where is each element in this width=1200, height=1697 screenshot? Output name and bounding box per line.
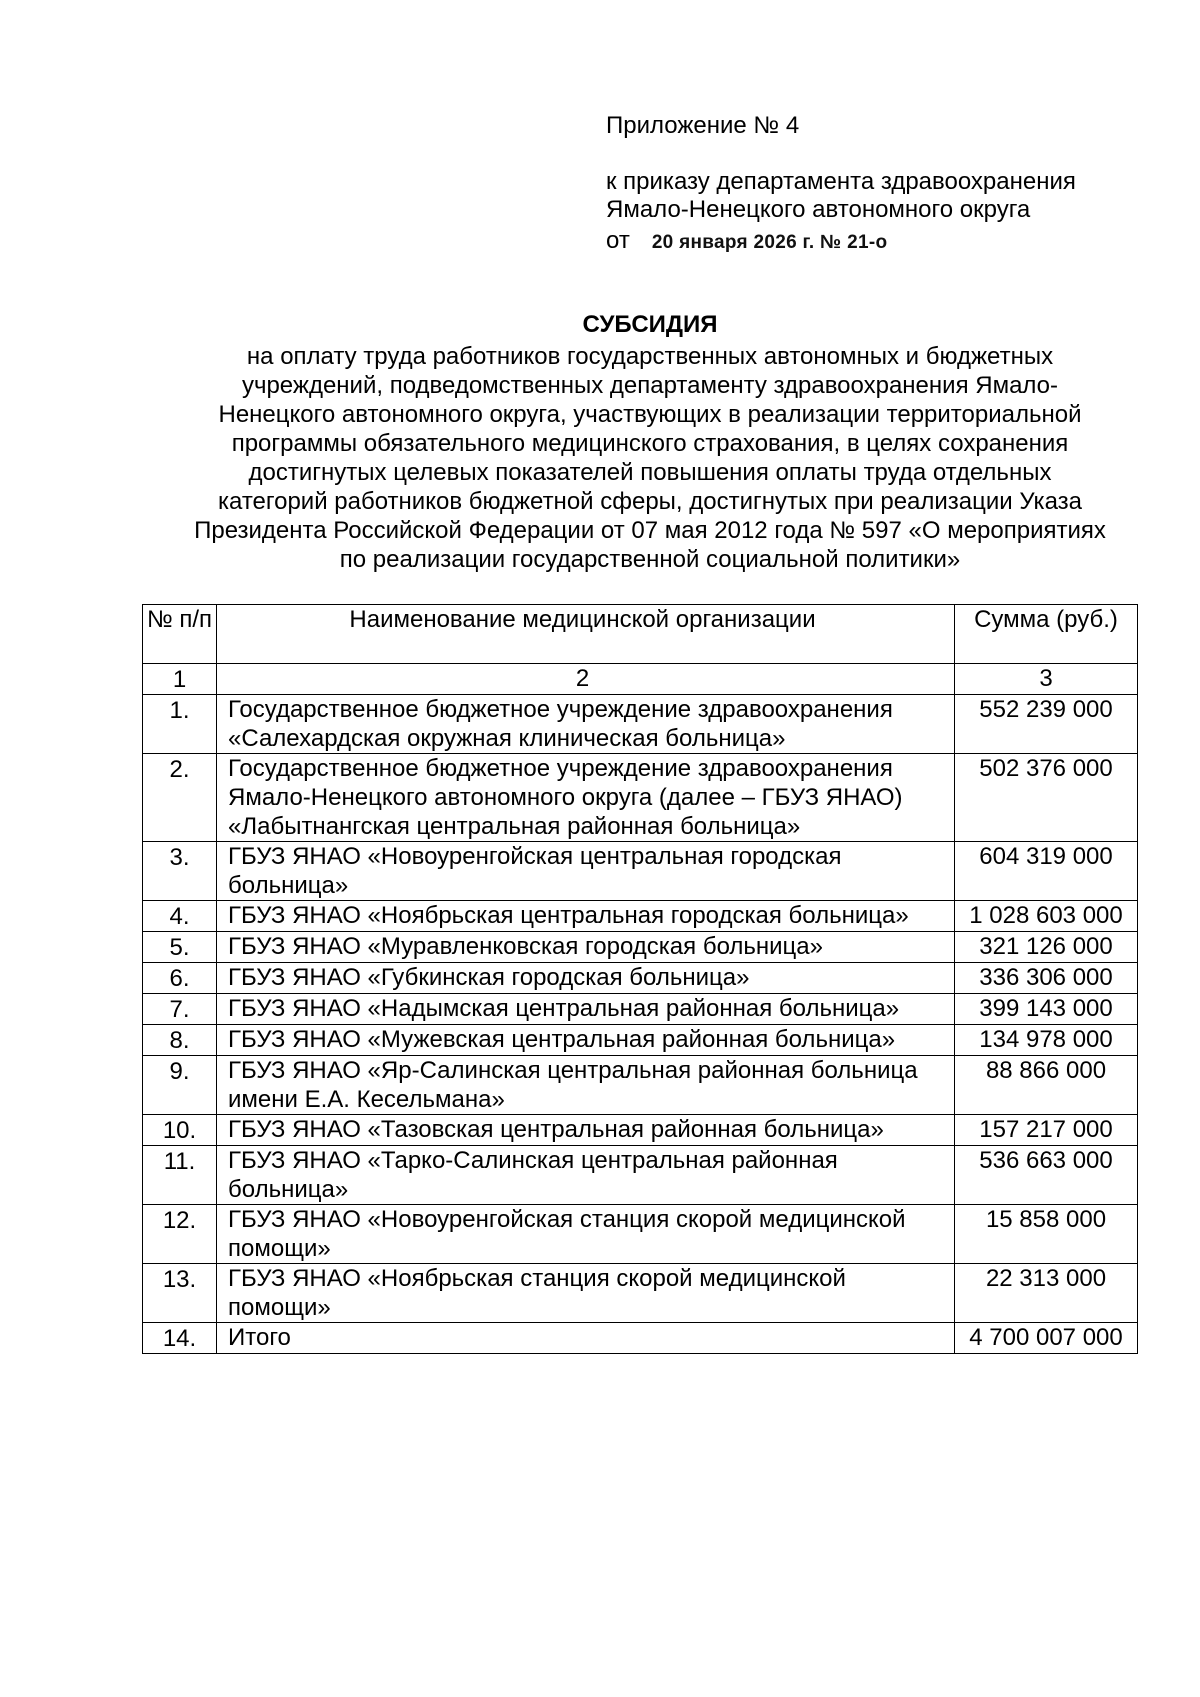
row-sum: 157 217 000 xyxy=(955,1115,1138,1146)
row-organization: ГБУЗ ЯНАО «Губкинская городская больница» xyxy=(217,963,955,994)
order-date-prefix: от xyxy=(606,227,630,254)
row-num: 1. xyxy=(143,695,217,754)
table-row xyxy=(143,1025,1138,1056)
index-cell: 3 xyxy=(955,664,1138,695)
order-reference-line-2: Ямало-Ненецкого автономного округа xyxy=(606,196,1031,223)
table-row xyxy=(143,842,1138,901)
table-row xyxy=(143,901,1138,932)
row-num: 13. xyxy=(143,1264,217,1323)
row-sum: 604 319 000 xyxy=(955,842,1138,901)
subtitle-line: Президента Российской Федерации от 07 мая 2012 года № 597 «О мероприятиях xyxy=(194,517,1106,544)
row-organization: ГБУЗ ЯНАО «Ноябрьская станция скорой медицинской помощи» xyxy=(217,1264,955,1323)
row-sum: 399 143 000 xyxy=(955,994,1138,1025)
row-sum: 4 700 007 000 xyxy=(955,1323,1138,1354)
row-num: 6. xyxy=(143,963,217,994)
subtitle-line: категорий работников бюджетной сферы, достигнутых при реализации Указа xyxy=(217,488,1083,515)
index-cell: 1 xyxy=(143,664,217,695)
table-row xyxy=(143,994,1138,1025)
row-organization: ГБУЗ ЯНАО «Новоуренгойская станция скорой медицинской помощи» xyxy=(217,1205,955,1264)
row-sum: 134 978 000 xyxy=(955,1025,1138,1056)
row-organization: ГБУЗ ЯНАО «Тарко-Салинская центральная районная больница» xyxy=(217,1146,955,1205)
row-num: 10. xyxy=(143,1115,217,1146)
row-num: 14. xyxy=(143,1323,217,1354)
table-index-row xyxy=(143,664,1138,695)
header-name: Наименование медицинской организации xyxy=(217,605,955,664)
row-num: 7. xyxy=(143,994,217,1025)
header-num: № п/п xyxy=(143,605,217,664)
subtitle-line: достигнутых целевых показателей повышения оплаты труда отдельных xyxy=(248,459,1052,486)
row-sum: 552 239 000 xyxy=(955,695,1138,754)
table-row xyxy=(143,1264,1138,1323)
header-sum: Сумма (руб.) xyxy=(955,605,1138,664)
document-title: СУБСИДИЯ xyxy=(582,311,718,338)
subsidy-table xyxy=(142,604,1138,1354)
appendix-title: Приложение № 4 xyxy=(606,112,800,139)
row-sum: 1 028 603 000 xyxy=(955,901,1138,932)
subtitle-line: программы обязательного медицинского страхования, в целях сохранения xyxy=(231,430,1069,457)
row-organization: Итого xyxy=(217,1323,955,1354)
subtitle-line: на оплату труда работников государственных автономных и бюджетных xyxy=(246,343,1054,370)
row-organization: ГБУЗ ЯНАО «Тазовская центральная районная больница» xyxy=(217,1115,955,1146)
row-sum: 321 126 000 xyxy=(955,932,1138,963)
table-row xyxy=(143,695,1138,754)
row-num: 8. xyxy=(143,1025,217,1056)
row-organization: Государственное бюджетное учреждение здравоохранения Ямало-Ненецкого автономного округа (далее – ГБУЗ ЯНАО) «Лабытнангская центральная районная больница» xyxy=(217,754,955,842)
row-organization: ГБУЗ ЯНАО «Надымская центральная районная больница» xyxy=(217,994,955,1025)
index-cell: 2 xyxy=(217,664,955,695)
row-organization: ГБУЗ ЯНАО «Ноябрьская центральная городская больница» xyxy=(217,901,955,932)
subtitle-line: Ненецкого автономного округа, участвующих в реализации территориальной xyxy=(218,401,1082,428)
row-num: 9. xyxy=(143,1056,217,1115)
row-organization: ГБУЗ ЯНАО «Муравленковская городская больница» xyxy=(217,932,955,963)
row-organization: Государственное бюджетное учреждение здравоохранения «Салехардская окружная клиническая больница» xyxy=(217,695,955,754)
row-sum: 336 306 000 xyxy=(955,963,1138,994)
order-date-value: 20 января 2026 г. № 21-о xyxy=(651,232,888,253)
subtitle-line: учреждений, подведомственных департаменту здравоохранения Ямало- xyxy=(241,372,1059,399)
row-sum: 502 376 000 xyxy=(955,754,1138,842)
row-sum: 536 663 000 xyxy=(955,1146,1138,1205)
row-num: 11. xyxy=(143,1146,217,1205)
table-row xyxy=(143,1115,1138,1146)
row-num: 12. xyxy=(143,1205,217,1264)
row-sum: 15 858 000 xyxy=(955,1205,1138,1264)
document-subtitle xyxy=(130,342,1170,574)
table-row xyxy=(143,1146,1138,1205)
table-row xyxy=(143,1056,1138,1115)
appendix-block xyxy=(606,112,1166,257)
row-sum: 88 866 000 xyxy=(955,1056,1138,1115)
order-reference-line-1: к приказу департамента здравоохранения xyxy=(606,168,1076,195)
row-num: 5. xyxy=(143,932,217,963)
subtitle-line: по реализации государственной социальной политики» xyxy=(339,546,961,573)
row-num: 4. xyxy=(143,901,217,932)
table-row xyxy=(143,963,1138,994)
table-row xyxy=(143,932,1138,963)
row-organization: ГБУЗ ЯНАО «Новоуренгойская центральная городская больница» xyxy=(217,842,955,901)
row-num: 3. xyxy=(143,842,217,901)
row-organization: ГБУЗ ЯНАО «Мужевская центральная районная больница» xyxy=(217,1025,955,1056)
table-row xyxy=(143,1205,1138,1264)
row-sum: 22 313 000 xyxy=(955,1264,1138,1323)
table-row xyxy=(143,754,1138,842)
table-total-row xyxy=(143,1323,1138,1354)
row-organization: ГБУЗ ЯНАО «Яр-Салинская центральная районная больница имени Е.А. Кесельмана» xyxy=(217,1056,955,1115)
row-num: 2. xyxy=(143,754,217,842)
table-header-row xyxy=(143,605,1138,664)
order-date-line xyxy=(606,227,1166,257)
